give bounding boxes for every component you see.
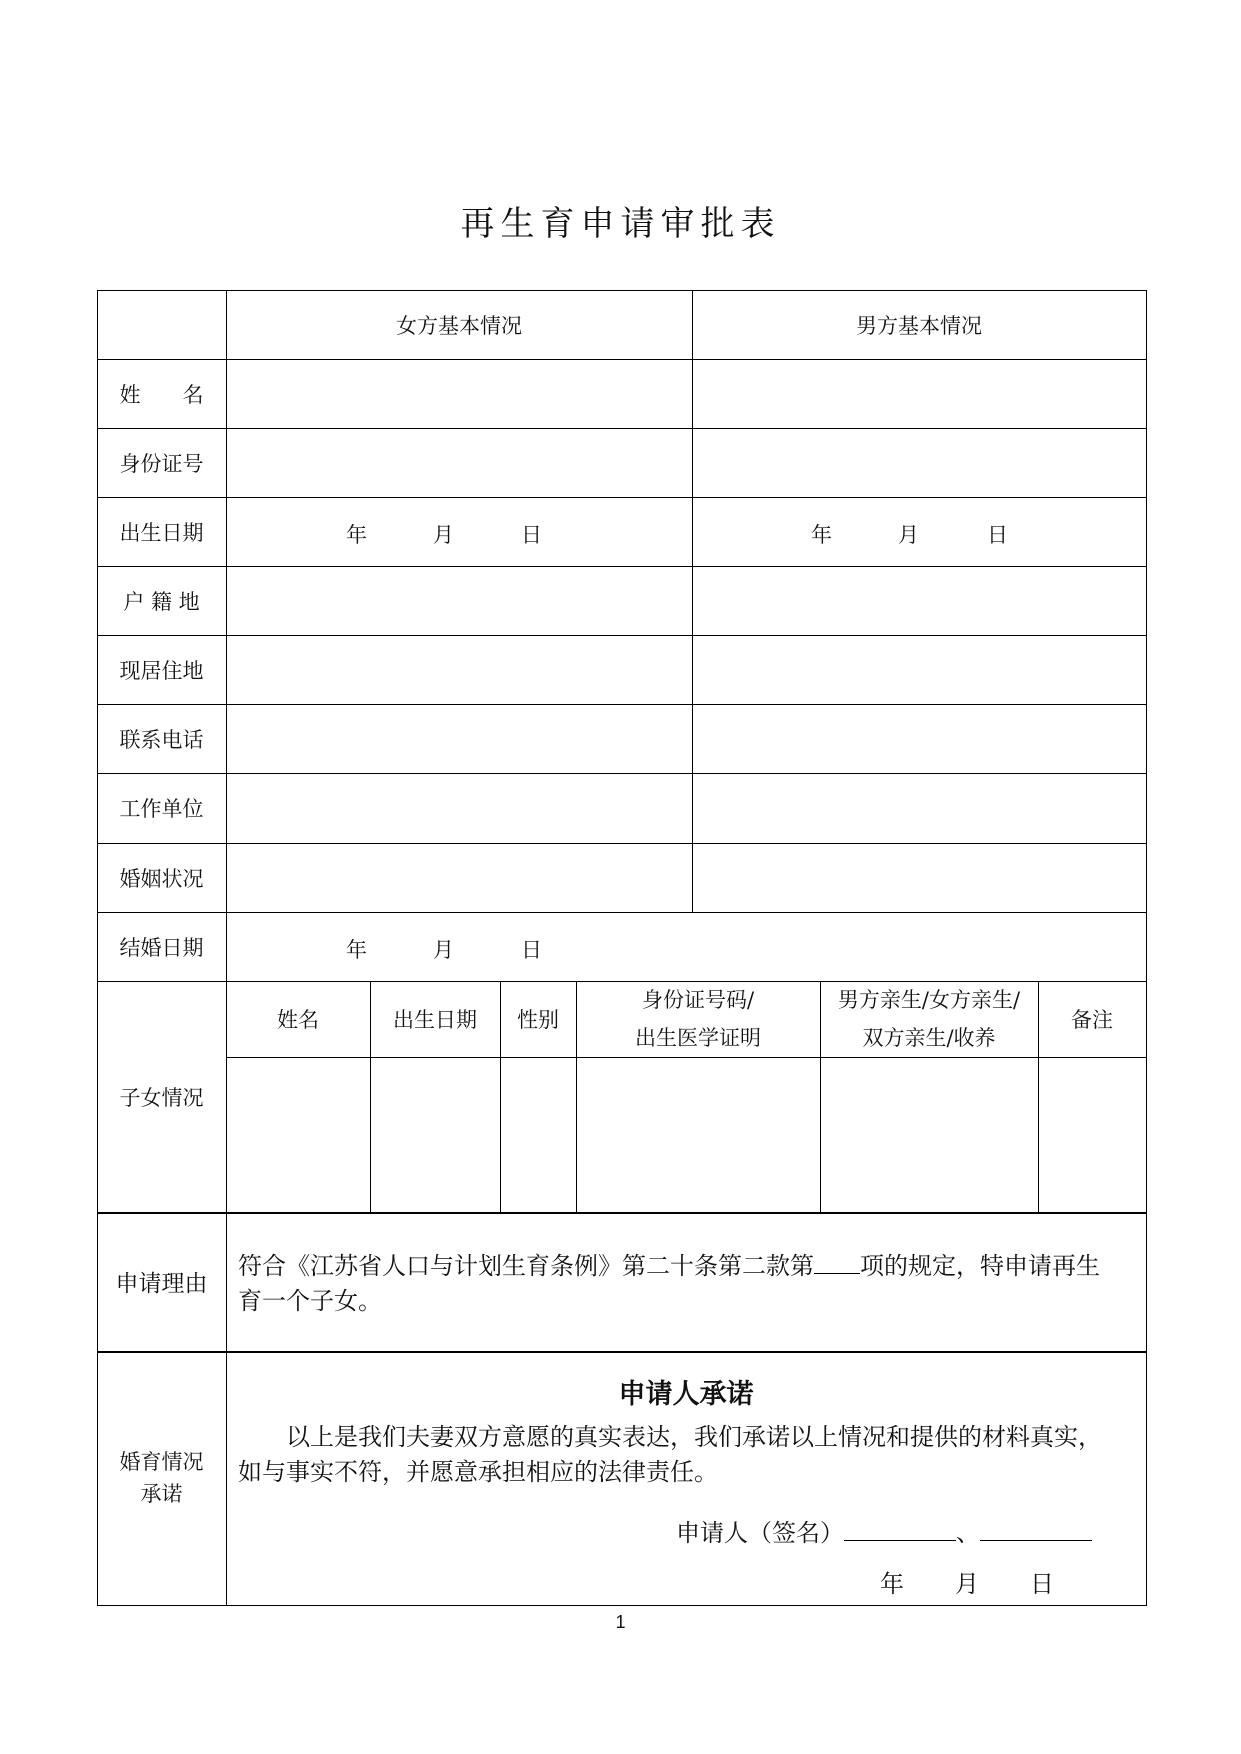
female-male-divider [692,290,693,912]
child-relation-header-line1: 男方亲生/女方亲生/ [837,988,1021,1012]
child-sex-header: 性别 [517,1008,559,1032]
row-divider [97,497,1147,498]
male-birth-year: 年 [811,523,832,547]
commitment-year: 年 [880,1570,904,1598]
reason-text-end: 项的规定，特申请再生 [860,1252,1100,1280]
household-register-label: 户 籍 地 [123,589,200,614]
name-label: 姓 名 [119,382,204,407]
child-relation-header [820,981,1038,1057]
signature-separator: 、 [956,1519,980,1547]
commitment-heading: 申请人承诺 [618,1379,754,1410]
signature-line [676,1514,1146,1551]
clause-item-blank[interactable] [814,1247,860,1274]
commitment-label-line1: 婚育情况 [119,1450,204,1474]
child-id-header [576,981,820,1057]
row-divider [97,359,1147,360]
commitment-day: 日 [1030,1570,1054,1598]
child-remarks-header: 备注 [1071,1008,1113,1032]
female-birth-year: 年 [346,523,367,547]
marriage-year: 年 [346,938,367,962]
marital-status-label: 婚姻状况 [119,866,204,891]
commitment-body [238,1420,1143,1490]
child-birth-date-header: 出生日期 [393,1008,477,1032]
reason-text-line2: 育一个子女。 [238,1287,382,1315]
female-info-header: 女方基本情况 [396,313,522,338]
table-border-bottom [97,1605,1147,1606]
male-info-header: 男方基本情况 [856,313,982,338]
child-id-header-line1: 身份证号码/ [641,988,755,1012]
marriage-date-label: 结婚日期 [119,935,204,960]
row-divider [97,843,1147,844]
row-divider [97,428,1147,429]
row-divider [97,912,1147,913]
male-birth-month: 月 [898,523,919,547]
child-name-header: 姓名 [277,1008,319,1032]
reason-label: 申请理由 [115,1271,208,1297]
children-label: 子女情况 [119,1085,204,1110]
male-birth-day: 日 [987,523,1008,547]
birth-date-label: 出生日期 [119,520,204,545]
marriage-day: 日 [521,938,542,962]
current-residence-label: 现居住地 [119,658,204,683]
reason-text-start: 符合《江苏省人口与计划生育条例》第二十条第二款第 [238,1252,814,1280]
reason-text [238,1247,1138,1319]
commitment-label-line2: 承诺 [140,1482,183,1506]
employer-label: 工作单位 [119,797,204,821]
row-divider [97,1351,1147,1353]
row-divider [97,566,1147,567]
commitment-body-line2: 如与事实不符，并愿意承担相应的法律责任。 [238,1458,718,1486]
commitment-body-line1: 以上是我们夫妻双方意愿的真实表达，我们承诺以上情况和提供的材料真实， [286,1423,1102,1451]
row-divider [97,1212,1147,1214]
signature-field-1[interactable] [844,1514,956,1541]
row-divider [97,773,1147,774]
form-title: 再生育申请审批表 [460,204,781,244]
row-divider [97,635,1147,636]
marriage-month: 月 [433,938,454,962]
commitment-label [97,1351,226,1605]
row-divider [97,704,1147,705]
signature-label: 申请人（签名） [676,1519,844,1547]
table-border-right [1146,290,1147,1605]
child-id-header-line2: 出生医学证明 [635,1026,761,1050]
commitment-month: 月 [955,1570,979,1598]
female-birth-day: 日 [521,523,542,547]
phone-label: 联系电话 [119,727,204,752]
id-number-label: 身份证号 [119,451,204,476]
page-number: 1 [615,1612,626,1632]
children-header-divider [226,1057,1147,1058]
child-relation-header-line2: 双方亲生/收养 [862,1026,996,1050]
female-birth-month: 月 [433,523,454,547]
signature-field-2[interactable] [980,1514,1092,1541]
